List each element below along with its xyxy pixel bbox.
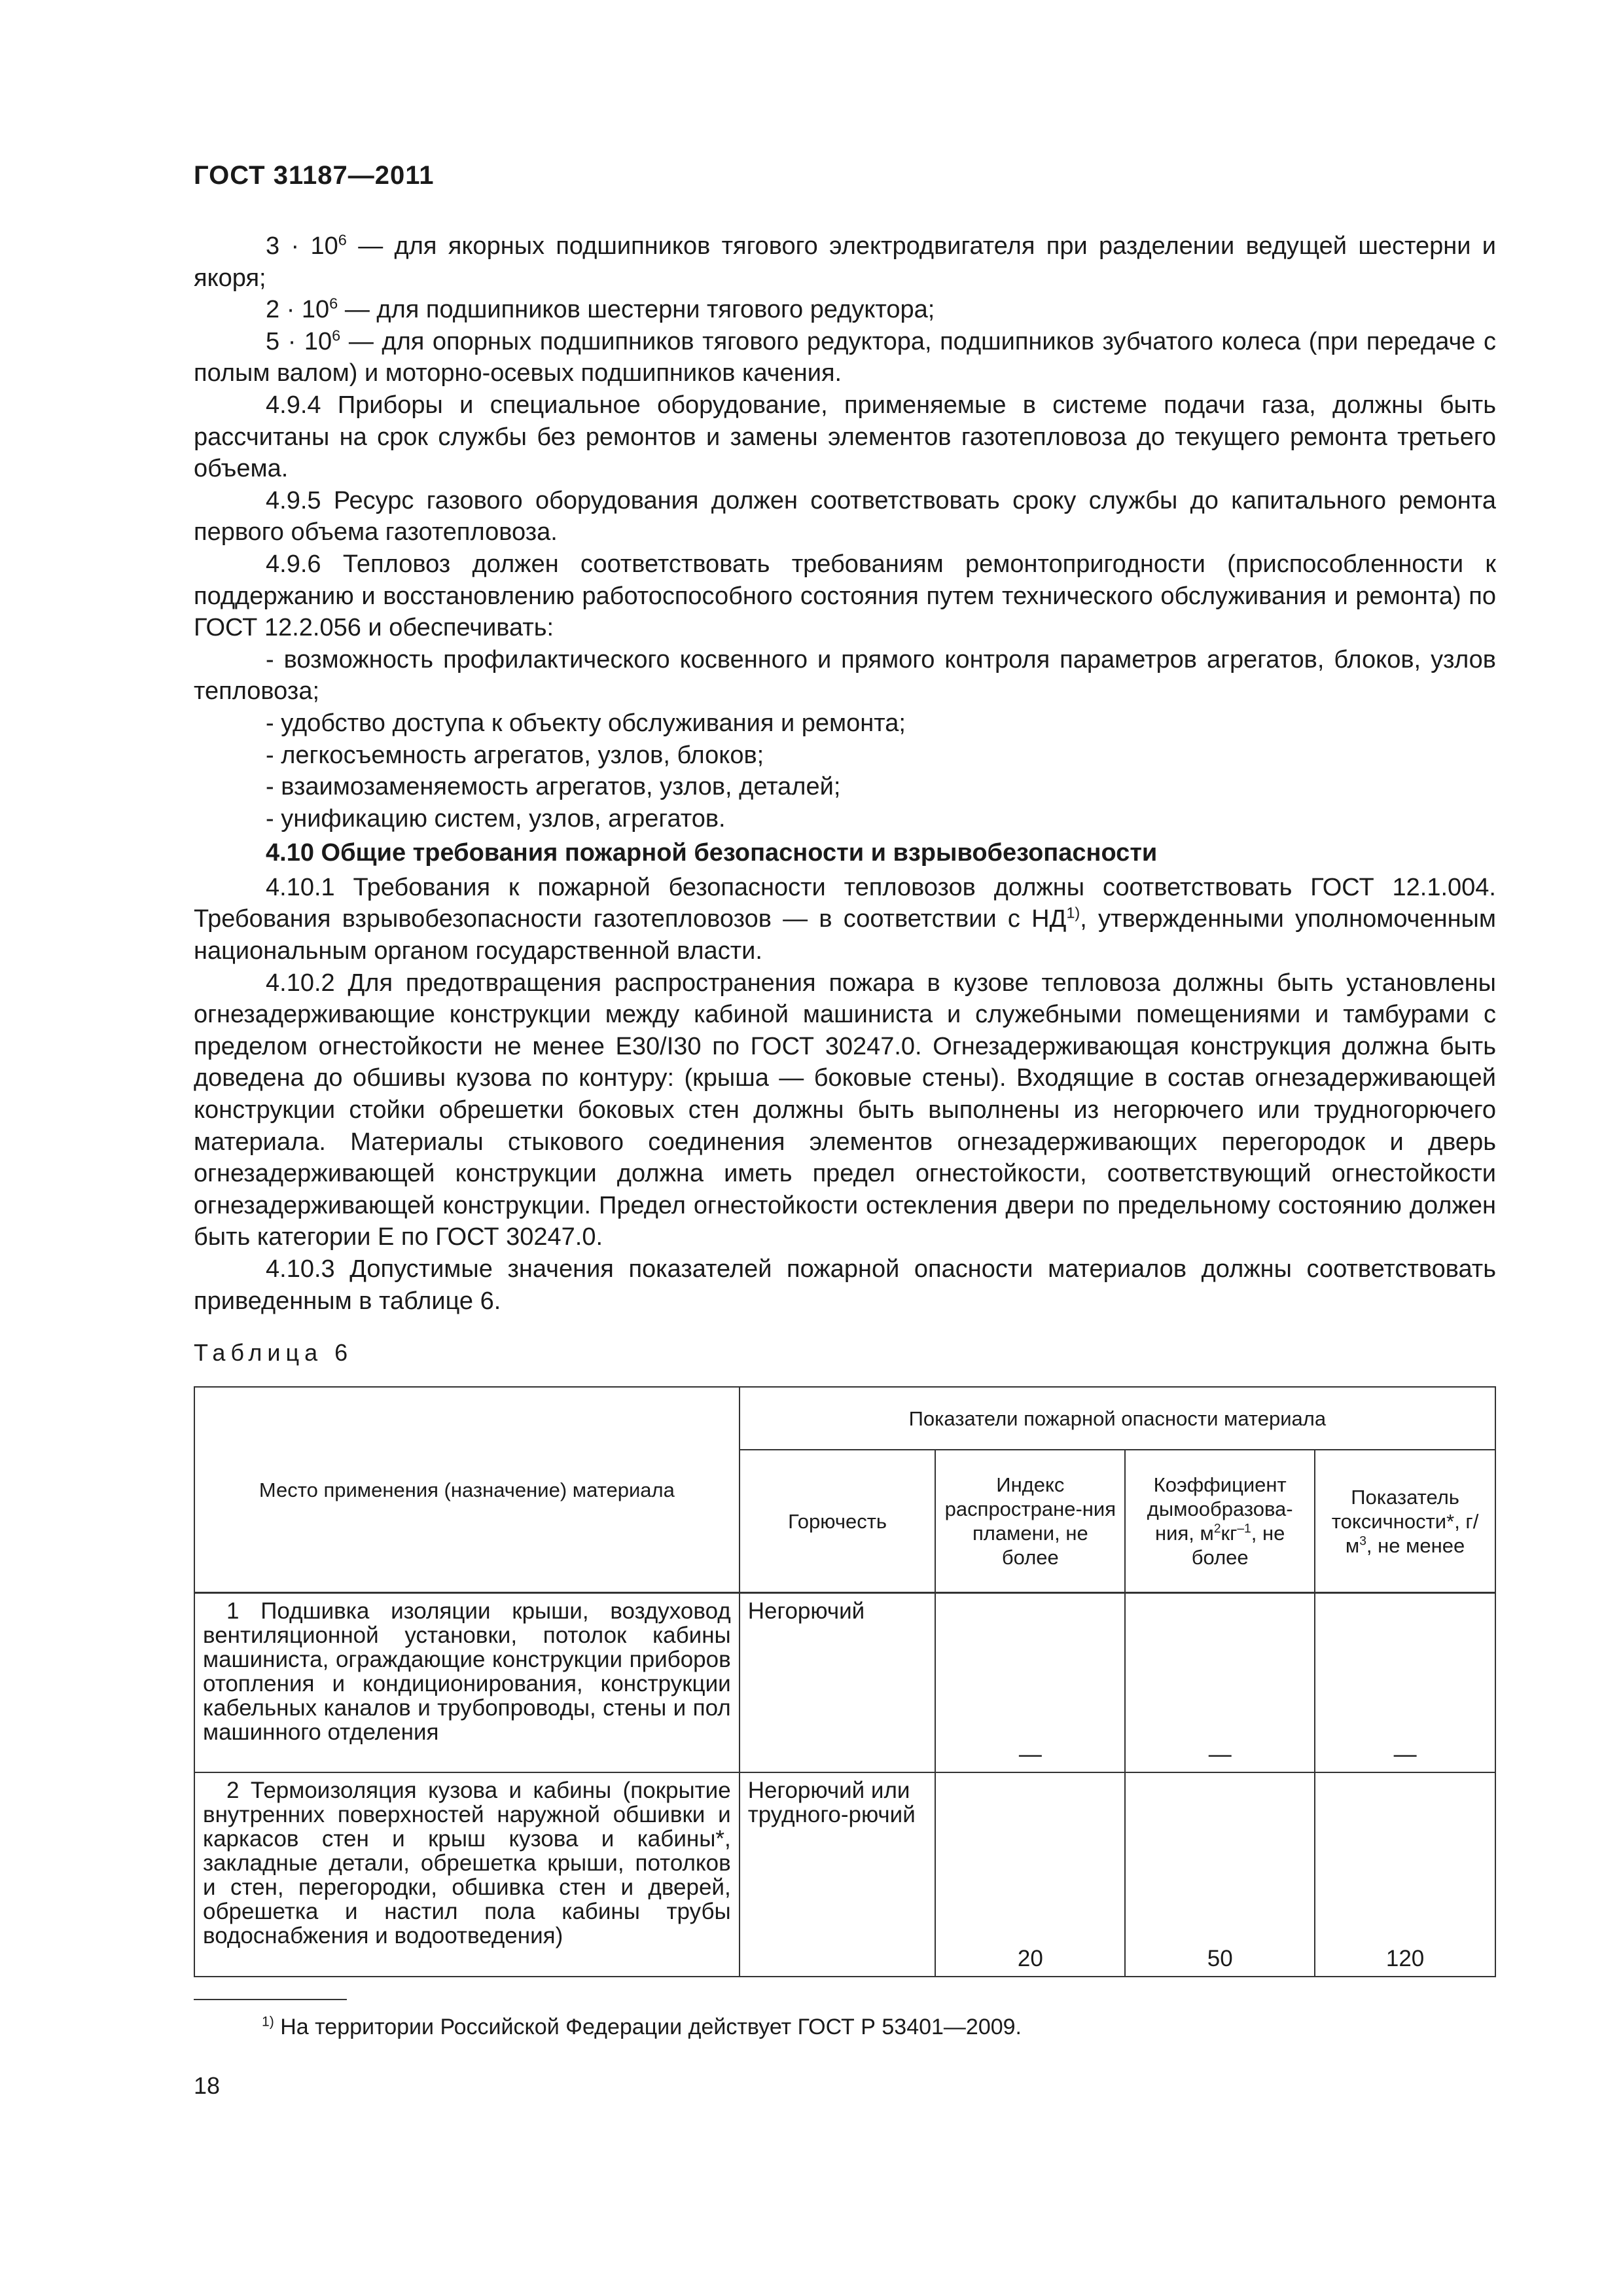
list-item: - возможность профилактического косвенного и прямого контроля параметров агрегатов, блоков, узлов тепловоза; <box>194 645 1496 706</box>
cell-smoke-coefficient: — <box>1125 1593 1315 1773</box>
page-number: 18 <box>194 2072 221 2099</box>
footnote-ref: 1) <box>1066 904 1080 922</box>
list-item: - унификацию систем, узлов, агрегатов. <box>266 804 726 833</box>
list-item: - легкосъемность агрегатов, узлов, блоков; <box>266 741 764 769</box>
cell-combustibility: Негорючий или трудного-рючий <box>740 1772 936 1977</box>
paragraph-lifetime-2: $2 \cdot 10^6$ — для подшипников шестерни тягового редуктора; <box>266 295 935 324</box>
footnote-mark: 1) <box>262 2014 274 2030</box>
paragraph-lifetime-3: $3 \cdot 10^6$ — для якорных подшипников тягового электродвигателя при разделении ведущей шестерни и якоря; <box>194 231 1496 292</box>
paragraph-lifetime-5: $5 \cdot 10^6$ — для опорных подшипников тягового редуктора, подшипников зубчатого колеса (при передаче с полым валом) и моторно-осевых подшипников качения. <box>194 327 1497 387</box>
header-combustibility: Горючесть <box>740 1450 936 1593</box>
cell-toxicity: 120 <box>1315 1772 1495 1977</box>
header-toxicity: Показатель токсичности*, $г/м^3$, не менее <box>1315 1450 1495 1593</box>
document-header: ГОСТ 31187—2011 <box>194 161 435 190</box>
footnote-divider <box>194 1999 347 2000</box>
section-heading-4-10: 4.10 Общие требования пожарной безопасности и взрывобезопасности <box>266 839 1158 867</box>
table-row <box>194 1593 1495 1773</box>
cell-flame-index: 20 <box>935 1772 1125 1977</box>
cell-place: 1 Подшивка изоляции крыши, воздуховод вентиляционной установки, потолок кабины машиниста, ограждающие конструкции приборов отопления и кондиционирования, конструкции кабельных каналов и трубопроводы, стены и пол машинного отделения <box>194 1593 740 1773</box>
header-group: Показатели пожарной опасности материала <box>740 1387 1495 1450</box>
paragraph-4-9-4: 4.9.4 Приборы и специальное оборудование, применяемые в системе подачи газа, должны быть рассчитаны на срок службы без ремонтов и замены элементов газотепловоза до текущего ремонта третьего объема. <box>194 391 1496 483</box>
cell-flame-index: — <box>935 1593 1125 1773</box>
paragraph-4-10-3: 4.10.3 Допустимые значения показателей пожарной опасности материалов должны соответствовать приведенным в таблице 6. <box>194 1255 1496 1315</box>
cell-smoke-coefficient: 50 <box>1125 1772 1315 1977</box>
list-item: - взаимозаменяемость агрегатов, узлов, деталей; <box>266 773 841 801</box>
cell-combustibility: Негорючий <box>740 1593 936 1773</box>
footnote: $^{1)}$ На территории Российской Федерации действует ГОСТ Р 53401—2009. <box>262 2014 1022 2039</box>
table-row <box>194 1772 1495 1977</box>
table-caption: Таблица 6 <box>194 1339 353 1366</box>
cell-place: 2 Термоизоляция кузова и кабины (покрытие внутренних поверхностей наружной обшивки и каркасов стен и крыш кузова и кабины*, закладные детали, обрешетка крыши, потолков и стен, перегородки, обшивка стен и дверей, обрешетка и настил пола кабины трубы водоснабжения и водоотведения) <box>194 1772 740 1977</box>
paragraph-4-10-2: 4.10.2 Для предотвращения распространения пожара в кузове тепловоза должны быть установлены огнезадерживающие конструкции между кабиной машиниста и служебными помещениями и тамбурами с пределом огнестойкости не менее Е30/I30 по ГОСТ 30247.0. Огнезадерживающая конструкция должна быть доведена до обшивы кузова по контуру: (крыша — боковые стены). Входящие в состав огнезадерживающей конструкции стойки обрешетки боковых стен должны быть выполнены из негорючего или трудногорючего материала. Материалы стыкового соединения элементов огнезадерживающих перегородок и дверь огнезадерживающей конструкции должна иметь предел огнестойкости, соответствующий огнестойкости огнезадерживающей конструкции. Предел огнестойкости остекления двери по предельному состоянию должен быть категории Е по ГОСТ 30247.0. <box>194 969 1496 1251</box>
list-item: - удобство доступа к объекту обслуживания и ремонта; <box>266 709 906 737</box>
paragraph-4-9-5: 4.9.5 Ресурс газового оборудования должен соответствовать сроку службы до капитального ремонта первого объема газотепловоза. <box>194 486 1496 547</box>
header-smoke-coefficient: Коэффициент дымообразова-ния, $м^2кг^{-1}$, не более <box>1125 1450 1315 1593</box>
body-text <box>194 230 1496 1317</box>
header-place: Место применения (назначение) материала <box>194 1387 740 1593</box>
header-flame-index: Индекс распростране-ния пламени, не более <box>935 1450 1125 1593</box>
paragraph-4-10-1: 4.10.1 Требования к пожарной безопасности тепловозов должны соответствовать ГОСТ 12.1.004. Требования взрывобезопасности газотепловозов — в соответствии с НД$^{1)}$, утвержденными уполномоченным национальным органом государственной власти. <box>194 873 1496 965</box>
cell-toxicity: — <box>1315 1593 1495 1773</box>
paragraph-4-9-6: 4.9.6 Тепловоз должен соответствовать требованиям ремонтопригодности (приспособленности к поддержанию и восстановлению работоспособного состояния путем технического обслуживания и ремонта) по ГОСТ 12.2.056 и обеспечивать: <box>194 550 1496 642</box>
fire-hazard-table <box>194 1386 1496 1977</box>
